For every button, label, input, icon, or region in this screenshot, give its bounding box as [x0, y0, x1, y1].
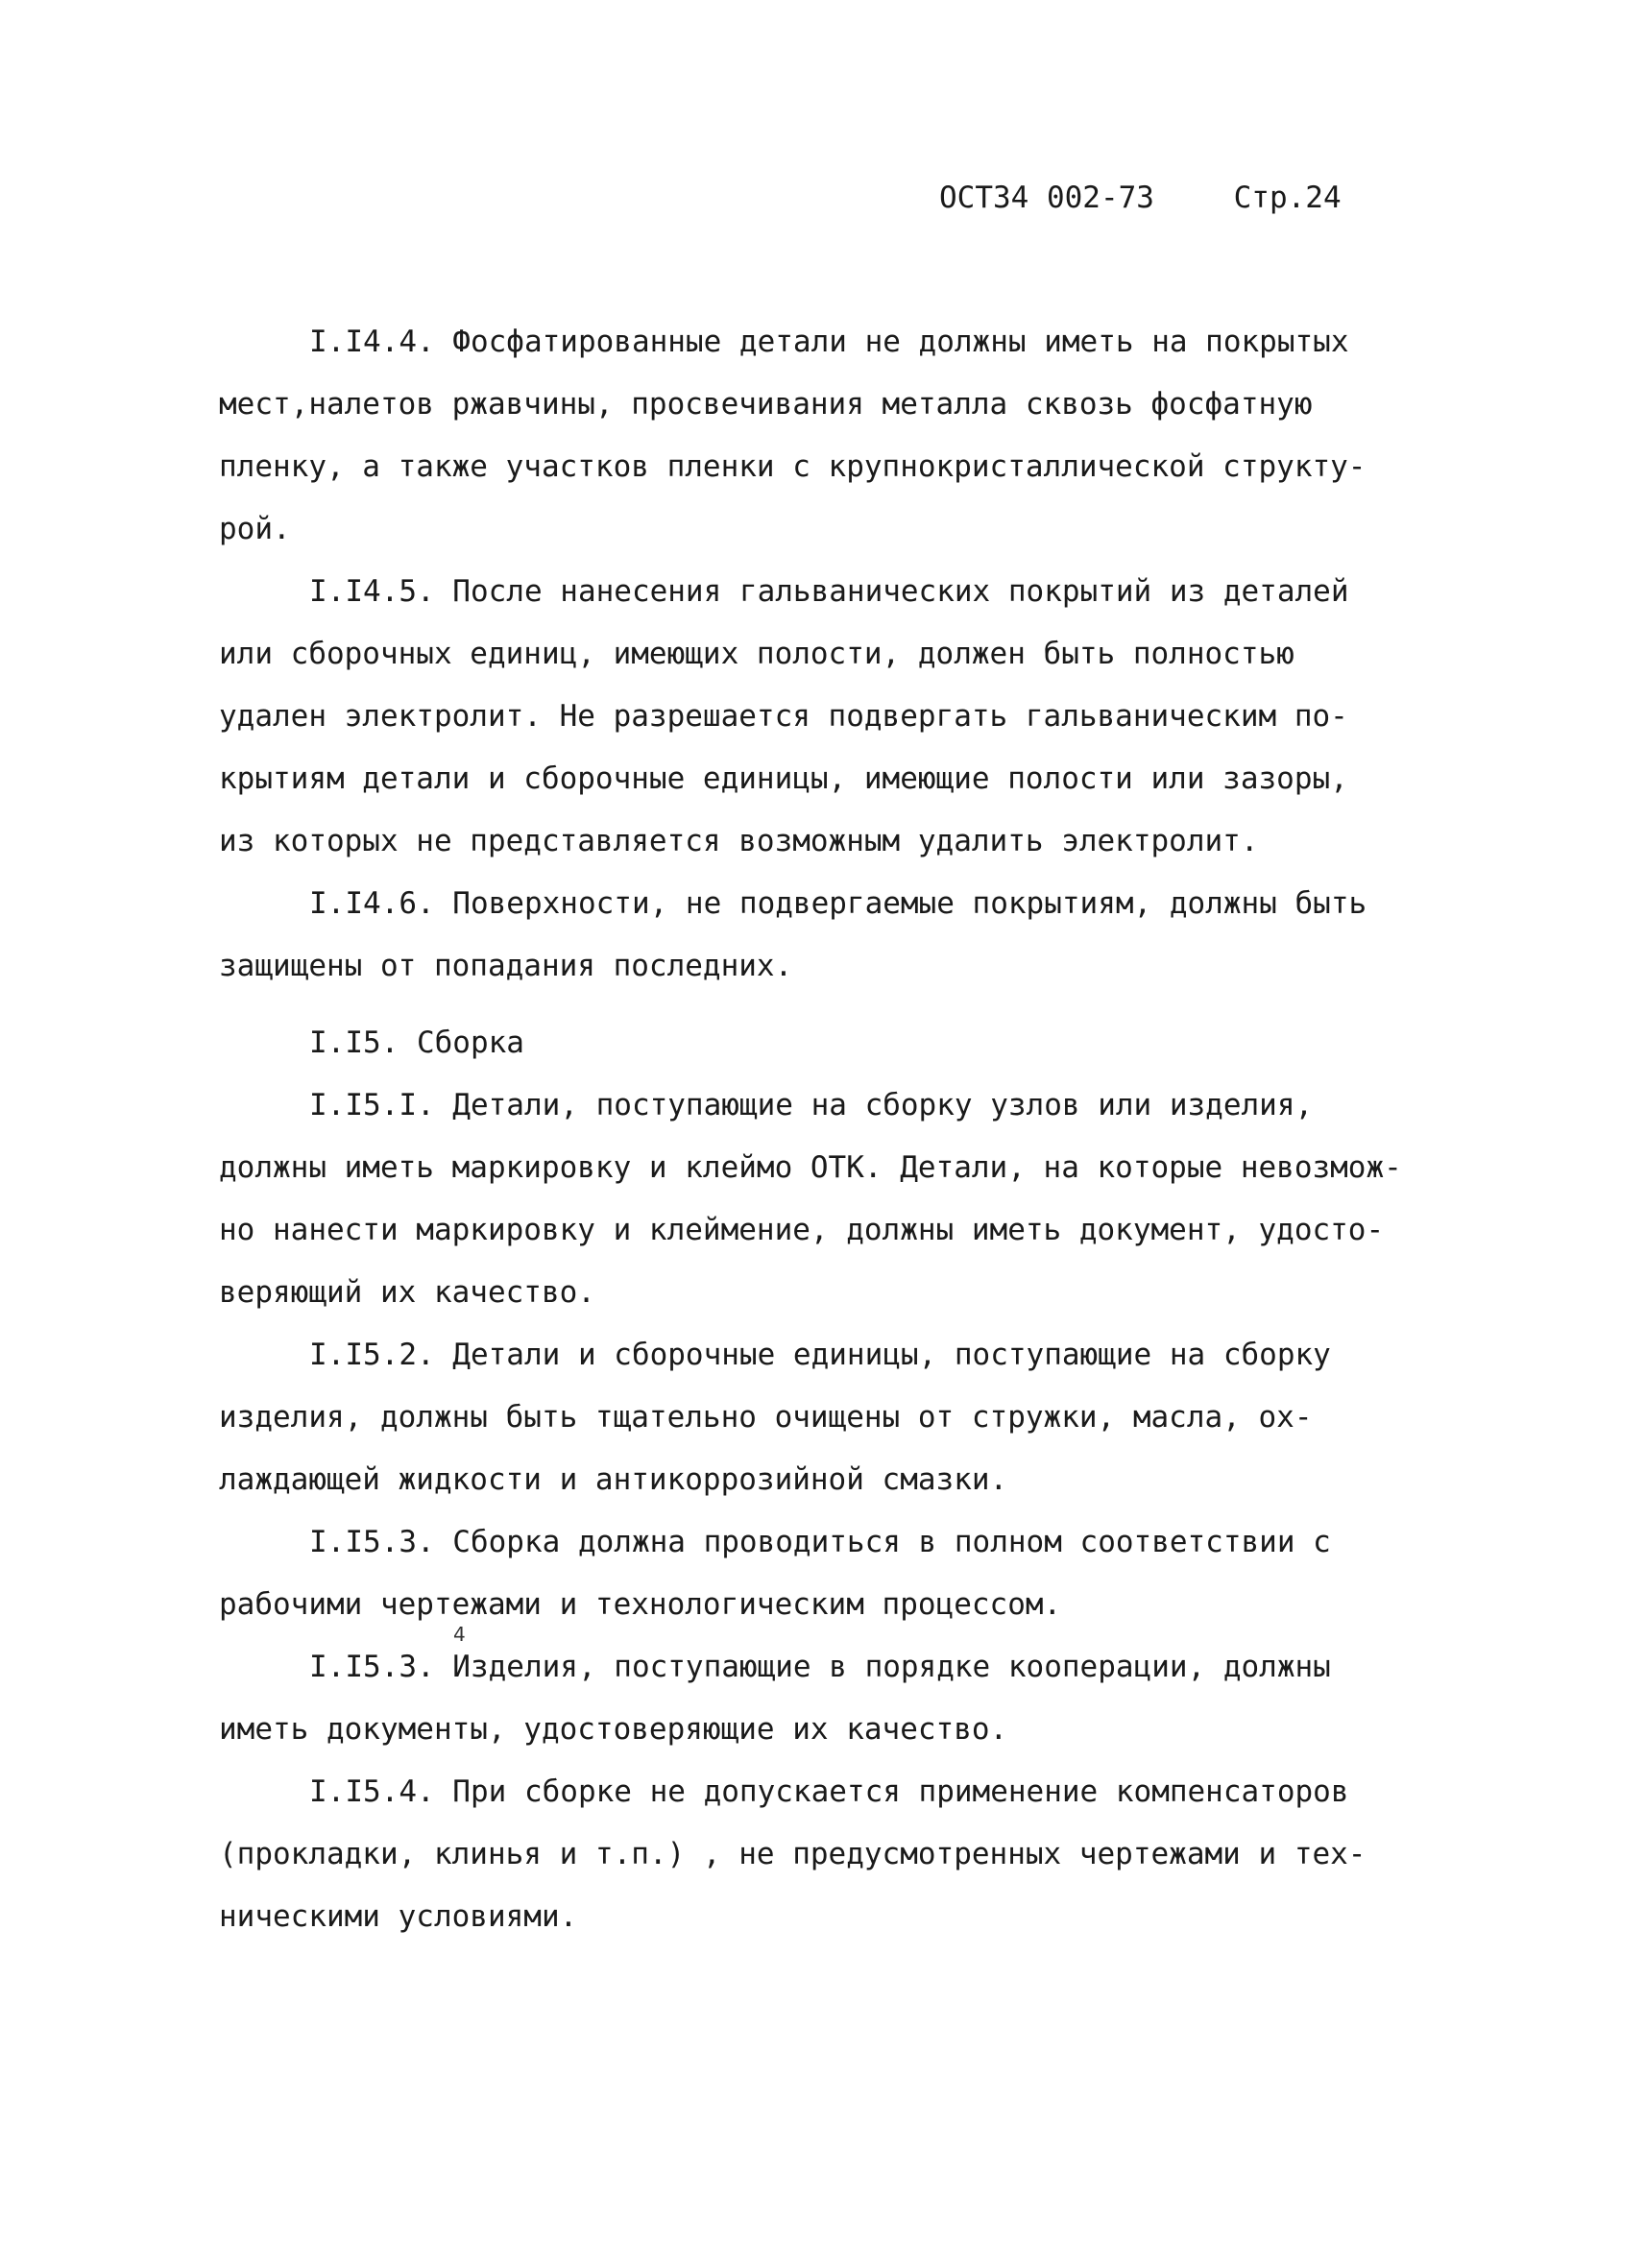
text-line: рабочими чертежами и технологическим процессом. — [219, 1587, 1062, 1622]
handwritten-mark: 4 — [453, 1623, 466, 1646]
text-line: I.I5.3. Сборка должна проводиться в полном соответствии с — [309, 1525, 1331, 1559]
text-line: ническими условиями. — [219, 1899, 578, 1934]
text-line: защищены от попадания последних. — [219, 949, 793, 983]
text-line: удален электролит. Не разрешается подвергать гальваническим по- — [219, 699, 1348, 734]
page-number: Стр.24 — [1233, 181, 1342, 215]
text-line: или сборочных единиц, имеющих полости, должен быть полностью — [219, 637, 1294, 671]
text-line: мест,налетов ржавчины, просвечивания металла сквозь фосфатную — [219, 387, 1313, 422]
text-line: I.I4.6. Поверхности, не подвергаемые покрытиям, должны быть — [309, 886, 1367, 921]
standard-code: ОСТ34 002-73 — [939, 181, 1154, 215]
text-line: рой. — [219, 512, 291, 546]
text-line: I.I4.5. После нанесения гальванических покрытий из деталей — [309, 574, 1349, 609]
section-heading: I.I5. Сборка — [309, 1025, 524, 1060]
text-line: лаждающей жидкости и антикоррозийной смазки. — [219, 1462, 1008, 1497]
text-line: веряющий их качество. — [219, 1275, 595, 1310]
text-line: I.I4.4. Фосфатированные детали не должны иметь на покрытых — [309, 325, 1349, 359]
text-line: I.I5.3. Изделия, поступающие в порядке кооперации, должны — [309, 1650, 1331, 1684]
text-line: должны иметь маркировку и клеймо ОТК. Детали, на которые невозмож- — [219, 1150, 1402, 1185]
page-header — [939, 181, 1342, 215]
text-line: I.I5.I. Детали, поступающие на сборку узлов или изделия, — [309, 1088, 1314, 1122]
text-line: (прокладки, клинья и т.п.) , не предусмотренных чертежами и тех- — [219, 1837, 1367, 1871]
text-line: крытиям детали и сборочные единицы, имеющие полости или зазоры, — [219, 761, 1348, 796]
text-line: I.I5.4. При сборке не допускается применение компенсаторов — [309, 1774, 1349, 1809]
text-line: изделия, должны быть тщательно очищены от стружки, масла, ох- — [219, 1400, 1313, 1435]
text-line: из которых не представляется возможным удалить электролит. — [219, 824, 1259, 858]
text-line: иметь документы, удостоверяющие их качество. — [219, 1712, 1008, 1747]
text-line: I.I5.2. Детали и сборочные единицы, поступающие на сборку — [309, 1338, 1331, 1372]
text-line: пленку, а также участков пленки с крупнокристаллической структу- — [219, 449, 1367, 484]
text-line: но нанести маркировку и клеймение, должны иметь документ, удосто- — [219, 1213, 1385, 1247]
